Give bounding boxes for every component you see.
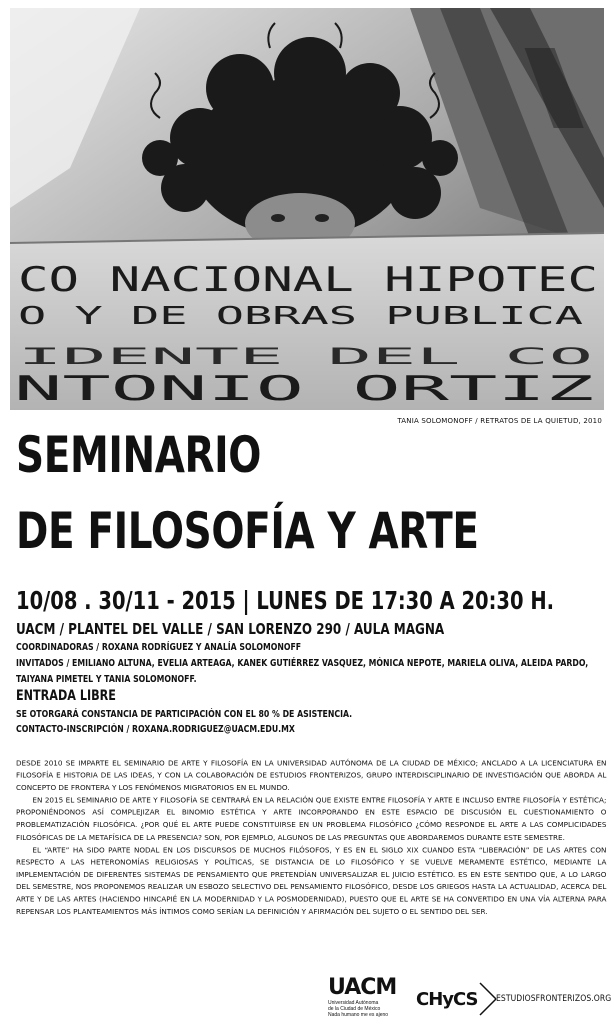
estudios-fronterizos-url: ESTUDIOSFRONTERIZOS.ORG (496, 994, 612, 1004)
uacm-logo (328, 975, 396, 1018)
logos-bar (0, 975, 614, 1020)
guests-line-2: TAIYANA PIMETEL Y TANIA SOLOMONOFF. (16, 674, 197, 685)
slash-icon (478, 981, 498, 1017)
uacm-logo-text: UACM (328, 975, 397, 1000)
paragraph-2: EN 2015 EL SEMINARIO DE ARTE Y FILOSOFÍA SE CENTRARÁ EN LA RELACIÓN QUE EXISTE ENTRE FILOSOFÍA Y ARTE E INCLUSO ENTRE FILOSOFÍA Y ESTÉTICA; PROPONIÉNDONOS ASÍ COMPLEJIZAR EL BINOMIO ESTÉTICA Y ARTE INCORPORANDO EN ESTE ESPACIO DE DISCUSIÓN EL CUESTIONAMIENTO O PROBLEMATIZACIÓN FILOSÓFICA. ¿POR QUÉ EL ARTE PUEDE CONSTITUIRSE EN UN PROBLEMA FILOSÓFICO ¿CÓMO RESPONDE EL ARTE A LAS COMPLICIDADES FILOSÓFICAS DE LA METAFÍSICA DE LA PRESENCIA? SON, POR EJEMPLO, ALGUNOS DE LAS PREGUNTAS QUE ABORDAREMOS DURANTE ESTE SEMESTRE. (16, 796, 607, 843)
event-dates: 10/08 . 30/11 - 2015 | LUNES DE 17:30 A 20:30 H. (16, 586, 555, 615)
certificate-note: SE OTORGARÁ CONSTANCIA DE PARTICIPACIÓN CON EL 80 % DE ASISTENCIA. (16, 709, 353, 720)
contact-email[interactable]: CONTACTO-INSCRIPCIÓN / ROXANA.RODRIGUEZ@UACM.EDU.MX (16, 724, 295, 735)
plaque-line-3: IDENTE DEL CO (18, 345, 593, 370)
photo-caption: TANIA SOLOMONOFF / RETRATOS DE LA QUIETUD, 2010 (397, 417, 602, 425)
poster-photo (10, 8, 604, 410)
estudios-fronterizos-logo[interactable] (478, 981, 612, 1017)
plaque-line-1: CO NACIONAL HIPOTEC (18, 260, 598, 300)
paragraph-3: EL “ARTE” HA SIDO PARTE NODAL EN LOS DISCURSOS DE MUCHOS FILÓSOFOS, Y ES EN EL SIGLO XIX CUANDO ESTA “LIBERACIÓN” DE LAS ARTES CON RESPECTO A LAS HETERONOMÍAS RELIGIOSAS Y POLÍTICAS, SE DISTANCIA DE LO FILOSÓFICO Y SE VUELVE MERAMENTE ESTÉTICO, MEDIANTE LA IMPLEMENTACIÓN DE DIFERENTES SISTEMAS DE PENSAMIENTO QUE PRETENDÍAN UNIVERSALIZAR EL JUICIO ESTÉTICO. ES EN ESTE SENTIDO QUE, A LO LARGO DEL SEMESTRE, NOS PROPONEMOS REALIZAR UN ESBOZO SELECTIVO DEL PENSAMIENTO FILOSÓFICO, DESDE LOS GRIEGOS HASTA LA ACTUALIDAD, ACERCA DEL ARTE Y DE LAS ARTES (HACIENDO HINCAPIÉ EN LA MODERNIDAD Y LA POSMODERNIDAD), PUESTO QUE EL ARTE SE HA CONVERTIDO EN UNA VÍA ALTERNA PARA REPENSAR LOS PLANTEAMIENTOS MÁS ÍNTIMOS COMO SERÍAN LA DEFINICIÓN Y AFIRMACIÓN DEL SUJETO O EL SENTIDO DEL SER. (16, 846, 607, 917)
description-body (16, 758, 606, 919)
plaque-text-layer (10, 8, 604, 410)
paragraph-1: DESDE 2010 SE IMPARTE EL SEMINARIO DE ARTE Y FILOSOFÍA EN LA UNIVERSIDAD AUTÓNOMA DE LA CIUDAD DE MÉXICO; ANCLADO A LA LICENCIATURA EN FILOSOFÍA E HISTORIA DE LAS IDEAS, Y CON LA COLABORACIÓN DE ESTUDIOS FRONTERIZOS, GRUPO INTERDISCIPLINARIO DE INVESTIGACIÓN QUE ABORDA AL CONCEPTO DE FRONTERA Y LOS FENÓMENOS MIGRATORIOS EN EL MUNDO. (16, 759, 607, 793)
guests-line-1: INVITADOS / EMILIANO ALTUNA, EVELIA ARTEAGA, KANEK GUTIÉRREZ VASQUEZ, MÓNICA NEPOTE, MARIELA OLIVA, ALEIDA PARDO, (16, 658, 589, 669)
title-line-1: SEMINARIO (16, 426, 262, 484)
uacm-logo-sub1: Universidad Autónoma (328, 1000, 379, 1006)
plaque-line-4: NTONIO ORTIZ (14, 369, 594, 409)
plaque-line-2: O Y DE OBRAS PUBLICA (18, 301, 583, 330)
uacm-logo-sub2: de la Ciudad de México (328, 1006, 381, 1012)
coordinators: COORDINADORAS / ROXANA RODRÍGUEZ Y ANALÍA SOLOMONOFF (16, 642, 302, 653)
chycs-logo: CHyCS (416, 989, 478, 1010)
venue: UACM / PLANTEL DEL VALLE / SAN LORENZO 290 / AULA MAGNA (16, 620, 445, 638)
entrance-free: ENTRADA LIBRE (16, 688, 116, 704)
title-line-2: DE FILOSOFÍA Y ARTE (16, 502, 479, 560)
uacm-logo-sub3: Nada humano me es ajeno (328, 1012, 389, 1018)
